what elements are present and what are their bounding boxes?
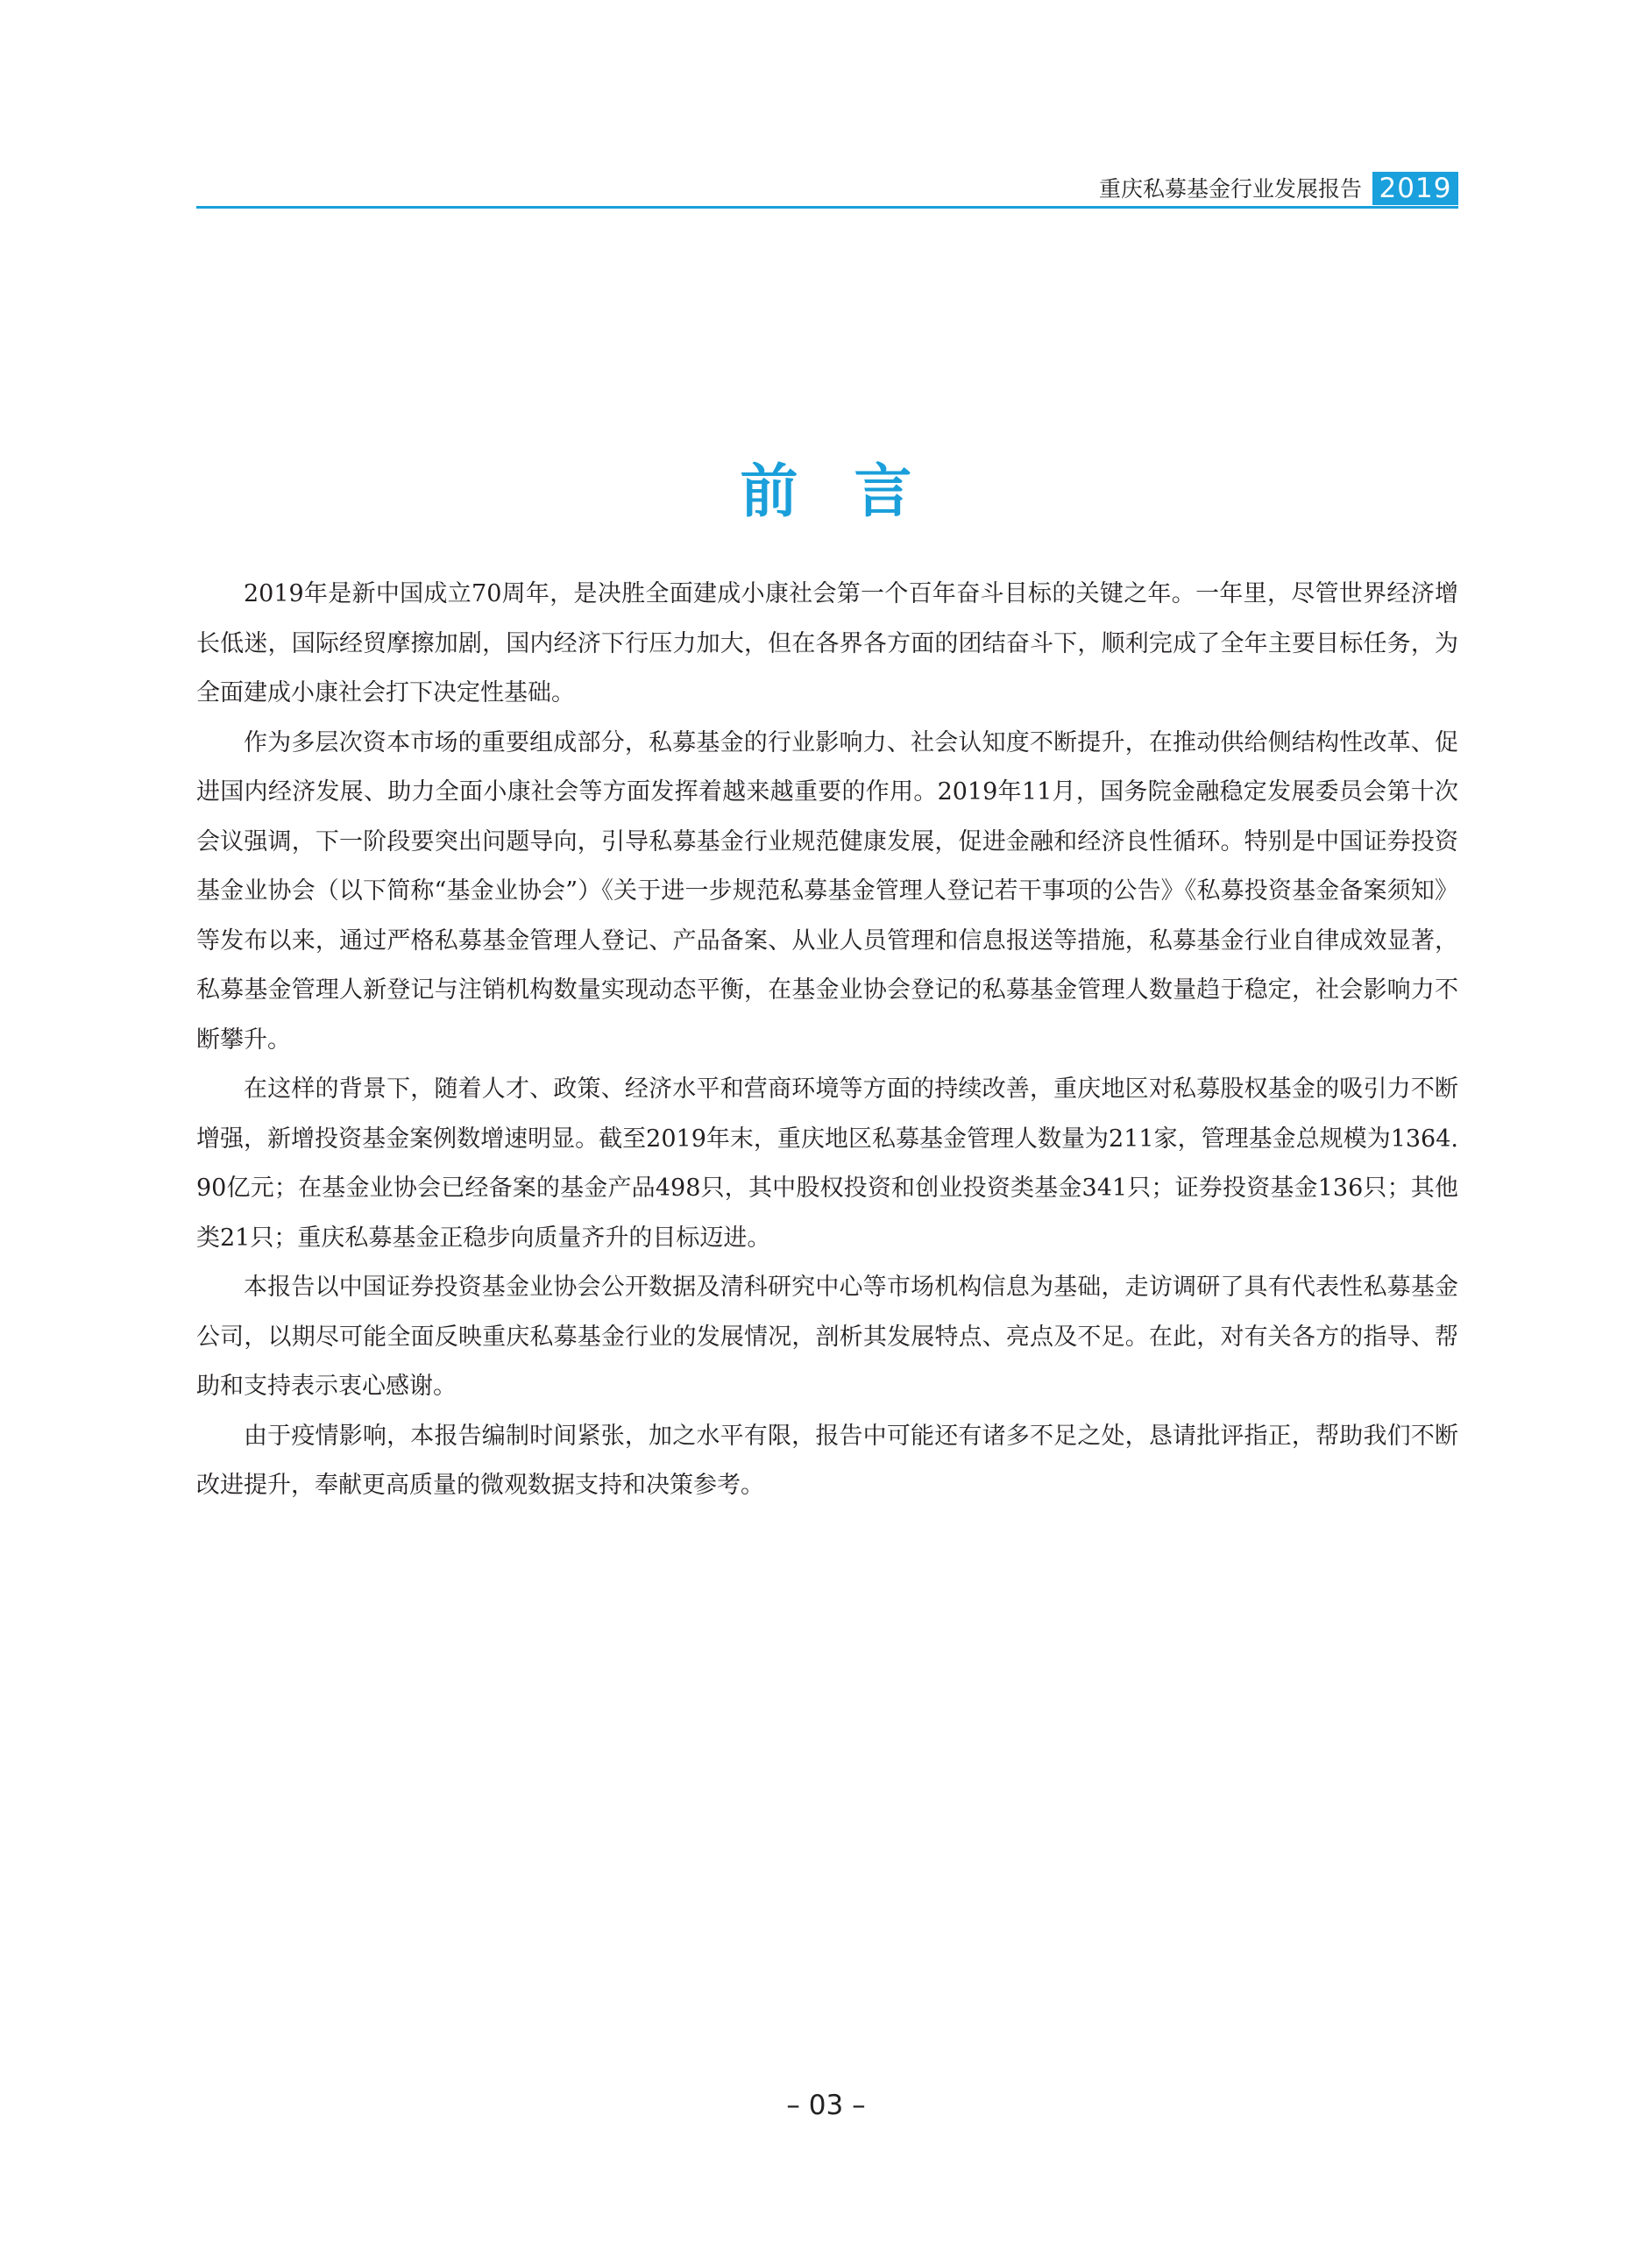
running-header [196,172,1458,210]
report-year-badge: 2019 [1372,172,1458,205]
paragraph-4: 本报告以中国证券投资基金业协会公开数据及清科研究中心等市场机构信息为基础，走访调研了具有代表性私募基金公司，以期尽可能全面反映重庆私募基金行业的发展情况，剖析其发展特点、亮点及不足。在此，对有关各方的指导、帮助和支持表示衷心感谢。 [196,1274,1458,1400]
preface-heading: 前言 [740,457,968,525]
paragraph-1: 2019年是新中国成立70周年，是决胜全面建成小康社会第一个百年奋斗目标的关键之年。一年里，尽管世界经济增长低迷，国际经贸摩擦加剧，国内经济下行压力加大，但在各界各方面的团结奋斗下，顺利完成了全年主要目标任务，为全面建成小康社会打下决定性基础。 [196,580,1458,706]
paragraph-3: 在这样的背景下，随着人才、政策、经济水平和营商环境等方面的持续改善，重庆地区对私募股权基金的吸引力不断增强，新增投资基金案例数增速明显。截至2019年末，重庆地区私募基金管理人数量为211家，管理基金总规模为1364.90亿元；在基金业协会已经备案的基金产品498只，其中股权投资和创业投资类基金341只；证券投资基金136只；其他类21只；重庆私募基金正稳步向质量齐升的目标迈进。 [196,1075,1458,1252]
header-divider [196,206,1458,209]
preface-body [196,570,1458,1511]
paragraph-2: 作为多层次资本市场的重要组成部分，私募基金的行业影响力、社会认知度不断提升，在推动供给侧结构性改革、促进国内经济发展、助力全面小康社会等方面发挥着越来越重要的作用。2019年11月，国务院金融稳定发展委员会第十次会议强调，下一阶段要突出问题导向，引导私募基金行业规范健康发展，促进金融和经济良性循环。特别是中国证券投资基金业协会（以下简称“基金业协会”）《关于进一步规范私募基金管理人登记若干事项的公告》《私募投资基金备案须知》等发布以来，通过严格私募基金管理人登记、产品备案、从业人员管理和信息报送等措施，私募基金行业自律成效显著，私募基金管理人新登记与注销机构数量实现动态平衡，在基金业协会登记的私募基金管理人数量趋于稳定，社会影响力不断攀升。 [196,728,1458,1054]
report-title: 重庆私募基金行业发展报告 [1098,176,1362,202]
paragraph-5: 由于疫情影响，本报告编制时间紧张，加之水平有限，报告中可能还有诸多不足之处，恳请批评指正，帮助我们不断改进提升，奉献更高质量的微观数据支持和决策参考。 [196,1422,1458,1499]
page-number: – 03 – [786,2090,866,2121]
